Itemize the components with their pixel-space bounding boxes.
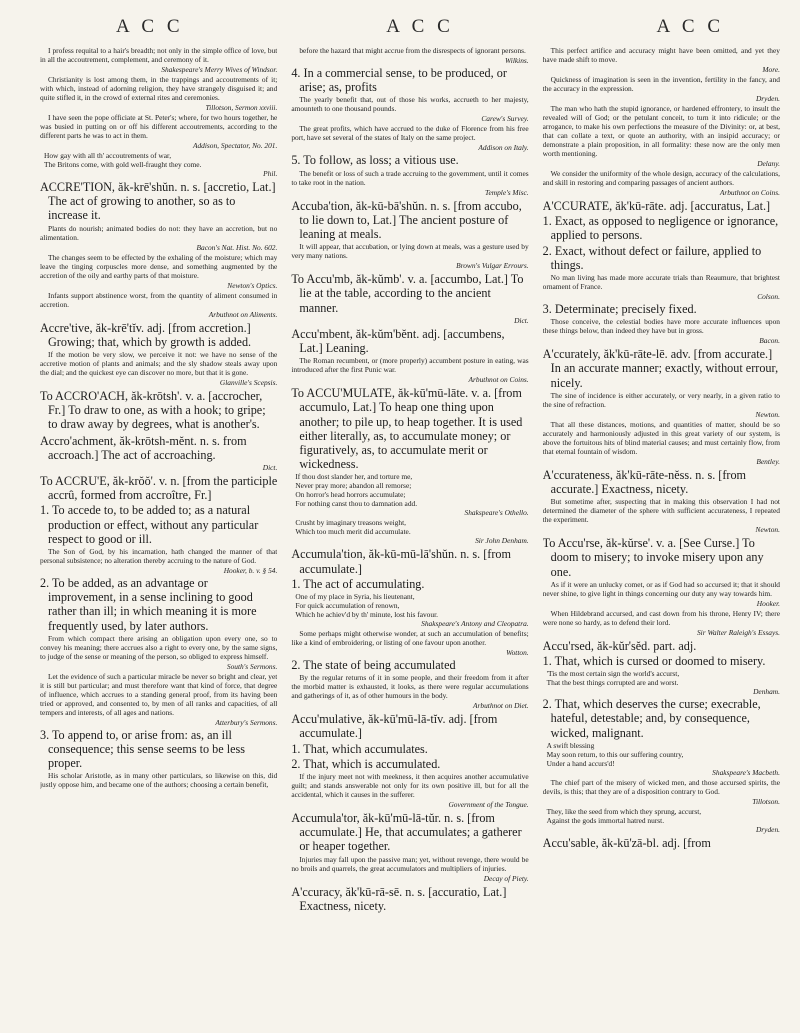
running-header [40,16,780,46]
headword-entry: To ACCU'MULATE, ăk-kū'mū-lāte. v. a. [from accumulo, Lat.] To heap one thing upon another; to pile up, to heap together. It is used either literally, as, to accumulate money; or figuratively, as, to accumulate merit or wickedness. [291,386,523,472]
example-quote: Infants support abstinence worst, from the quantity of aliment consumed in accretion. [40,290,278,309]
example-quote: It will appear, that accubation, or lying down at meals, was a gesture used by very many nations. [291,242,529,261]
headword-entry: Accu'sable, ăk-kū'zā-bl. adj. [from [542,835,711,850]
citation-source: Arbuthnot on Coins. [719,188,780,197]
definition-sense: 1. Exact, as opposed to negligence or ignorance, applied to persons. [542,214,779,243]
verse-line: How gay with all th' accoutrements of war, [44,151,172,160]
citation-source: Newton. [755,409,780,419]
verse-line: For quick accumulation of renown, [295,601,400,611]
example-quote: If the injury meet not with meekness, it then acquires another accumulative guilt; and stands answerable not only for its own positive ill, but for all the accidental, which it causes in the sufferer. [291,772,529,800]
verse-line: The Britons come, with gold well-fraught they come. [44,160,202,169]
citation-source: Phil. [263,169,278,178]
example-quote: I profess requital to a hair's breadth; not only in the simple office of love, but in all the accoutrement, complement, and ceremony of it. [40,46,278,64]
verse-line: Which too much merit did accumulate. [295,527,411,537]
citation-source: Temple's Misc. [485,187,529,197]
citation-source: Dryden. [755,94,780,103]
example-quote: Quickness of imagination is seen in the invention, fertility in the fancy, and the accuracy in the expression. [542,75,780,93]
verse-line: A swift blessing [546,740,595,750]
verse-line: May soon return, to this our suffering country, [546,749,684,759]
verse-line: They, like the seed from which they sprung, accurst, [546,806,702,816]
citation-source: Dict. [262,463,278,473]
verse-line: On horror's head horrors accumulate; [295,490,406,500]
example-quote: The benefit or loss of such a trade accruing to the government, until it comes to take root in the nation. [291,168,529,187]
headword-entry: To Accu'rse, ăk-kŭrse'. v. a. [See Curse.] To doom to misery; to invoke misery upon any one. [542,536,764,579]
example-quote: Plants do nourish; animated bodies do not: they have an accretion, but no alimentation. [40,223,278,242]
citation-source: Arbuthnot on Diet. [473,701,529,711]
example-quote: The chief part of the misery of wicked men, and those accursed spirits, the devils, is this; that they are of a disposition contrary to God. [542,777,780,796]
definition-sense: 3. To append to, or arise from: as, an ill consequence; this sense seems to be less proper. [40,727,245,771]
verse-line: If thou dost slander her, and torture me, [295,472,413,482]
verse-line: That the best things corrupted are and worst. [546,678,679,688]
citation-source: Colson. [757,292,780,302]
definition-sense: 2. To be added, as an advantage or improvement, in a sense inclining to good rather than ill; in which meaning it is more frequently used, by later authors. [40,576,257,633]
definition-sense: 1. That, which is cursed or doomed to misery. [542,654,766,669]
headword-entry: Accre'tive, ăk-krē'tĭv. adj. [from accretion.] Growing; that, which by growth is added. [40,320,252,349]
citation-source: Sir Walter Raleigh's Essays. [696,627,780,637]
example-quote: The yearly benefit that, out of those his works, accrueth to her majesty, amounteth to one thousand pounds. [291,95,529,114]
citation-source: Hooker, b. v. § 54. [223,566,278,576]
citation-source: Delany. [757,159,780,168]
verse-line: Which he achiev'd by th' minute, lost his favour. [295,610,438,620]
header-center: A C C [386,16,454,37]
header-right: A C C [656,16,724,37]
headword-entry: Accumula'tion, ăk-kū-mū-lā'shŭn. n. s. [from accumulate.] [291,547,511,576]
verse-line: One of my place in Syria, his lieutenant, [295,592,415,602]
definition-sense: 1. That, which accumulates. [291,741,428,756]
headword-entry: Accu'rsed, ăk-kŭr'sĕd. part. adj. [542,638,697,653]
definition-sense: 1. To accede to, to be added to; as a natural production or effect, without any particular respect to good or ill. [40,503,259,546]
example-quote: The man who hath the stupid ignorance, or hardened effrontery, to insult the revealed will of God; or the petulant conceit, to turn it into ridicule; or the arrogance, to make his own perfections the measure of the Divinity: or, at best, that can collate a text, or quote an authority, with an insipid accuracy; or demonstrate a plain proposition, in all formality: these now are the only men worth mentioning. [542,104,780,158]
citation-source: Dryden. [755,824,780,834]
citation-source: Carew's Survey. [481,114,529,124]
headword-entry: A'ccurately, ăk'kū-rāte-lē. adv. [from accurate.] In an accurate manner; exactly, without errour, nicely. [542,347,779,390]
definition-sense: 2. Exact, without defect or failure, applied to things. [542,243,762,272]
headword-entry: Accu'mulative, ăk-kū'mū-lā-tĭv. adj. [from accumulate.] [291,712,498,741]
example-quote: I have seen the pope officiate at St. Peter's; where, for two hours together, he was busied in putting on or off his different accoutrements, according to the different parts he was to act in them. [40,113,278,140]
example-quote: His scholar Aristotle, as in many other particulars, so likewise on this, did justly oppose him, and became one of the authors; choosing a certain benefit, [40,771,278,790]
citation-source: Shakspeare's Macbeth. [712,767,780,777]
definition-sense: 1. The act of accumulating. [291,576,425,591]
citation-source: Brown's Vulgar Errours. [456,261,529,271]
definition-sense: 4. In a commercial sense, to be produced, or arise; as, profits [291,66,507,95]
citation-source: Atterbury's Sermons. [215,717,278,727]
citation-source: Dict. [514,315,529,325]
example-quote: We consider the uniformity of the whole design, accuracy of the calculations, and skill in restoring and comparing passages of ancient authors. [542,169,780,187]
verse-line: For nothing canst thou to damnation add. [295,499,418,509]
citation-source: Arbuthnot on Aliments. [208,309,278,319]
citation-source: Wotton. [506,648,529,658]
citation-source: Glanville's Scepsis. [219,378,278,388]
citation-source: Addison on Italy. [478,143,529,153]
verse-line: Crusht by imaginary treasons weight, [295,518,406,528]
citation-source: Newton's Optics. [227,280,278,290]
example-quote: But sometime after, suspecting that in making this observation I had not determined the diameter of the sphere with sufficient accurateness, I repeated the experiment. [542,497,780,525]
verse-line: Against the gods immortal hatred nurst. [546,815,665,825]
example-quote: Christianity is lost among them, in the trappings and accoutrements of it; with which, instead of adorning religion, they have strangely disguised it; and quite stifled it, in the crowd of external rites and ceremonies. [40,75,278,102]
example-quote: That all these distances, motions, and quantities of matter, should be so accurately and harmoniously adjusted in this great variety of our system, is above the fortuitous hits of blind material causes; and must certainly flow, from that eternal fountain of wisdom. [542,419,780,456]
definition-sense: 2. That, which is accumulated. [291,756,441,771]
example-quote: The changes seem to be effected by the exhaling of the moisture; which may leave the tinging corpuscles more dense, and something augmented by the accretion of the oily and earthy parts of that moisture. [40,252,278,280]
citation-source: Bacon's Nat. Hist. No. 602. [196,242,278,252]
example-quote: Injuries may fall upon the passive man; yet, without revenge, there would be no broils and quarrels, the great accumulators and multipliers of injuries. [291,854,529,873]
citation-source: Shakespeare's Merry Wives of Windsor. [161,65,278,74]
example-quote: Those conceive, the celestial bodies have more accurate influences upon these things below, than indeed they have but in gross. [542,317,780,336]
example-quote: When Hildebrand accursed, and cast down from his throne, Henry IV; there were none so hardy, as to defend their lord. [542,608,780,627]
headword-entry: Accuba'tion, ăk-kū-bā'shŭn. n. s. [from accubo, to lie down to, Lat.] The ancient posture of leaning at meals. [291,198,522,242]
example-quote: By the regular returns of it in some people, and their freedom from it after the morbid matter is exhausted, it looks, as there were regular accumulations and gatherings of it, as of other humours in the body. [291,673,529,701]
headword-entry: Accumula'tor, ăk-kū'mū-lā-tŭr. n. s. [from accumulate.] He, that accumulates; a gatherer or heaper together. [291,811,522,854]
citation-source: Denham. [753,687,780,697]
citation-source: South's Sermons. [226,661,278,671]
columns [40,46,780,1031]
citation-source: Newton. [755,525,780,535]
headword-entry: To ACCRO'ACH, ăk-krōtsh'. v. a. [accrocher, Fr.] To draw to one, as with a hook; to gripe; to draw away by degrees, what is another's. [40,389,266,432]
headword-entry: Accu'mbent, ăk-kŭm'bĕnt. adj. [accumbens, Lat.] Leaning. [291,326,505,356]
verse-line: 'Tis the most certain sign the world's accurst, [546,669,680,679]
citation-source: Sir John Denham. [475,536,529,546]
example-quote: As if it were an unlucky comet, or as if God had so accursed it; that it should never shine, to give light in things concerning our duty any way towards him. [542,579,780,598]
definition-sense: 2. That, which deserves the curse; execrable, hateful, detestable; and, by consequence, wicked, malignant. [542,697,761,740]
headword-entry: To Accu'mb, ăk-kŭmb'. v. a. [accumbo, Lat.] To lie at the table, according to the ancient manner. [291,272,524,315]
citation-source: Arbuthnot on Coins. [468,375,529,385]
example-quote: From which compact there arising an obligation upon every one, so to convey his meaning; there accrues also a right to every one, by the same signs, to judge of the sense or meaning of the person, so obliged to express himself. [40,633,278,661]
definition-sense: 2. The state of being accumulated [291,658,456,673]
column-middle [291,46,528,1031]
example-quote: No man living has made more accurate trials than Reaumure, that brightest ornament of France. [542,273,780,292]
example-quote: before the hazard that might accrue from the disrespects of ignorant persons. [299,46,526,55]
example-quote: The Roman recumbent, or (more properly) accumbent posture in eating, was introduced after the first Punic war. [291,356,529,375]
definition-sense: 3. Determinate; precisely fixed. [542,302,697,317]
example-quote: The Son of God, by his incarnation, hath changed the manner of that personal subsistence; no alteration thereby accruing to the nature of God. [40,547,278,566]
definition-sense: 5. To follow, as loss; a vitious use. [291,153,459,168]
example-quote: If the motion be very slow, we perceive it not: we have no sense of the accretive motion of plants and animals; and the sly shadow steals away upon the dial; and the quickest eye can discover no more, but that it is gone. [40,350,278,378]
citation-source: Tillotson. [752,796,780,806]
example-quote: Some perhaps might otherwise wonder, at such an accumulation of benefits; like a kind of embroidering, or listing of one favour upon another. [291,629,529,648]
citation-source: Wilkins. [505,56,529,65]
headword-entry: Accro'achment, ăk-krōtsh-mĕnt. n. s. from accroach.] The act of accroaching. [40,433,247,462]
verse-line: Never pray more; abandon all remorse; [295,481,412,491]
citation-source: Addison, Spectator, No. 201. [192,141,278,150]
headword-entry: To ACCRU'E, ăk-krŏŏ'. v. n. [from the participle accrû, formed from accroître, Fr.] [40,474,278,503]
column-right [543,46,780,1031]
citation-source: Bentley. [756,456,780,466]
citation-source: Shakspeare's Antony and Cleopatra. [421,619,529,629]
citation-source: Shakspeare's Othello. [464,508,529,518]
headword-entry: ACCRE'TION, ăk-krē'shŭn. n. s. [accretio, Lat.] The act of growing to another, so as to increase it. [40,180,276,223]
example-quote: The sine of incidence is either accurately, or very nearly, in a given ratio to the sine of refraction. [542,390,780,409]
headword-entry: A'CCURATE, ăk'kū-rāte. adj. [accuratus, Lat.] [542,199,771,213]
citation-source: Hooker. [756,598,780,608]
citation-source: More. [762,65,780,74]
citation-source: Decay of Piety. [483,873,529,883]
citation-source: Government of the Tongue. [448,800,529,810]
header-left: A C C [116,16,184,37]
headword-entry: A'ccurateness, ăk'kū-rāte-nĕss. n. s. [from accurate.] Exactness, nicety. [542,467,747,497]
column-left [40,46,277,1031]
citation-source: Tillotson, Sermon xxviii. [205,103,278,112]
example-quote: Let the evidence of such a particular miracle be never so bright and clear, yet it is still but particular; and must therefore want that kind of force, that degree of influence, which accrues to a standing general proof, from its having been tried or approved, and consented to, by men of all ranks and capacities, of all tempers and interests, of all ages and nations. [40,671,278,717]
example-quote: This perfect artifice and accuracy might have been omitted, and yet they have made shift to move. [542,46,780,64]
headword-entry: A'ccuracy, ăk'kū-rā-sē. n. s. [accuratio, Lat.] Exactness, nicety. [291,884,507,913]
citation-source: Bacon. [759,336,780,346]
verse-line: Under a hand accurs'd! [546,758,615,768]
example-quote: The great profits, which have accrued to the duke of Florence from his free port, have set several of the states of Italy on the same project. [291,124,529,143]
